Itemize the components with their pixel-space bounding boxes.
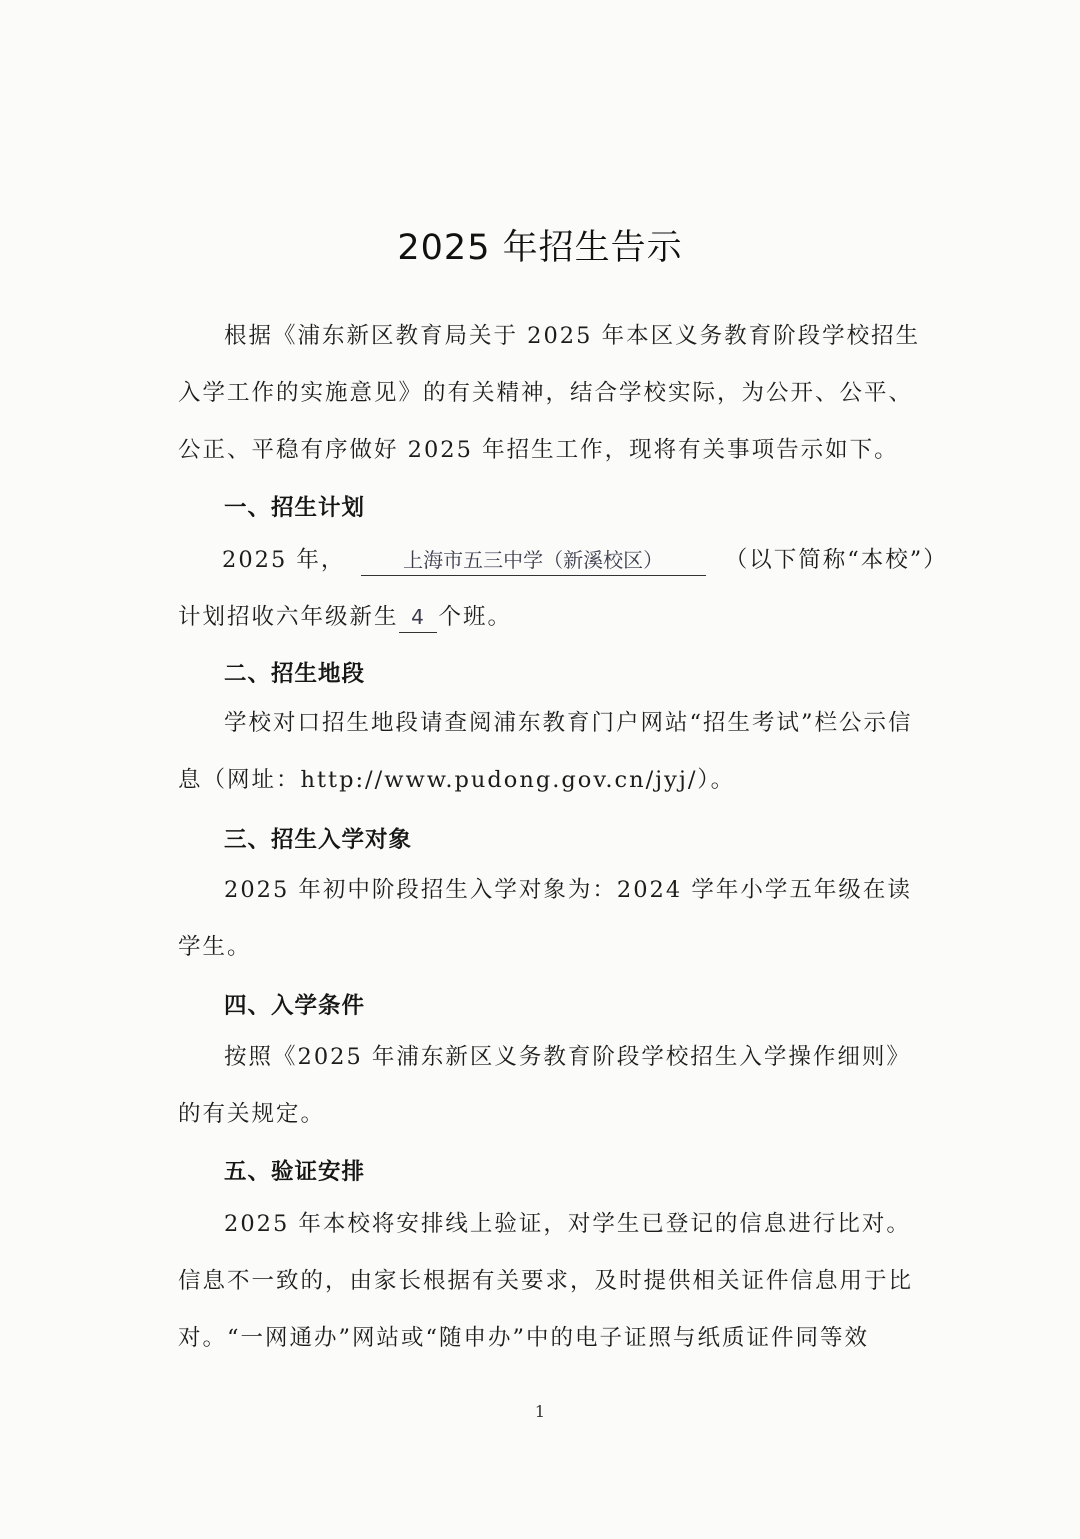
plan-abbreviation-note: （以下简称“本校”） xyxy=(724,547,948,573)
intro-paragraph: 根据《浦东新区教育局关于 2025 年本区义务教育阶段学校招生入学工作的实施意见》的有关精神，结合学校实际，为公开、公平、公正、平稳有序做好 2025 年招生工作，现将有关事项告示如下。 xyxy=(178,323,921,463)
enrollment-plan-line-1 xyxy=(222,540,948,580)
plan-year-prefix: 2025 年， xyxy=(222,547,346,573)
plan-class-suffix: 个班。 xyxy=(438,604,513,630)
enrollment-plan-line-2 xyxy=(178,597,512,637)
enrollment-zone-paragraph: 学校对口招生地段请查阅浦东教育门户网站“招生考试”栏公示信息（网址：http://www.pudong.gov.cn/jyj/）。 xyxy=(178,710,913,793)
class-count-field: 4 xyxy=(399,602,437,633)
verification-paragraph: 2025 年本校将安排线上验证，对学生已登记的信息进行比对。信息不一致的，由家长根据有关要求，及时提供相关证件信息用于比对。“一网通办”网站或“随申办”中的电子证照与纸质证件同等效 xyxy=(178,1211,914,1351)
page-number: 1 xyxy=(534,1402,546,1421)
enrollment-target-paragraph: 2025 年初中阶段招生入学对象为：2024 学年小学五年级在读学生。 xyxy=(178,877,912,960)
section-heading-enrollment-zone: 二、招生地段 xyxy=(224,661,366,687)
school-name-field: 上海市五三中学（新溪校区） xyxy=(361,545,706,576)
section-heading-admission-conditions: 四、入学条件 xyxy=(224,993,366,1019)
admission-conditions-paragraph: 按照《2025 年浦东新区义务教育阶段学校招生入学操作细则》的有关规定。 xyxy=(178,1044,911,1127)
section-heading-enrollment-target: 三、招生入学对象 xyxy=(224,827,413,853)
section-heading-enrollment-plan: 一、招生计划 xyxy=(224,495,366,521)
section-heading-verification: 五、验证安排 xyxy=(224,1159,366,1185)
document-title: 2025 年招生告示 xyxy=(397,228,683,269)
plan-grade-prefix: 计划招收六年级新生 xyxy=(178,604,399,630)
